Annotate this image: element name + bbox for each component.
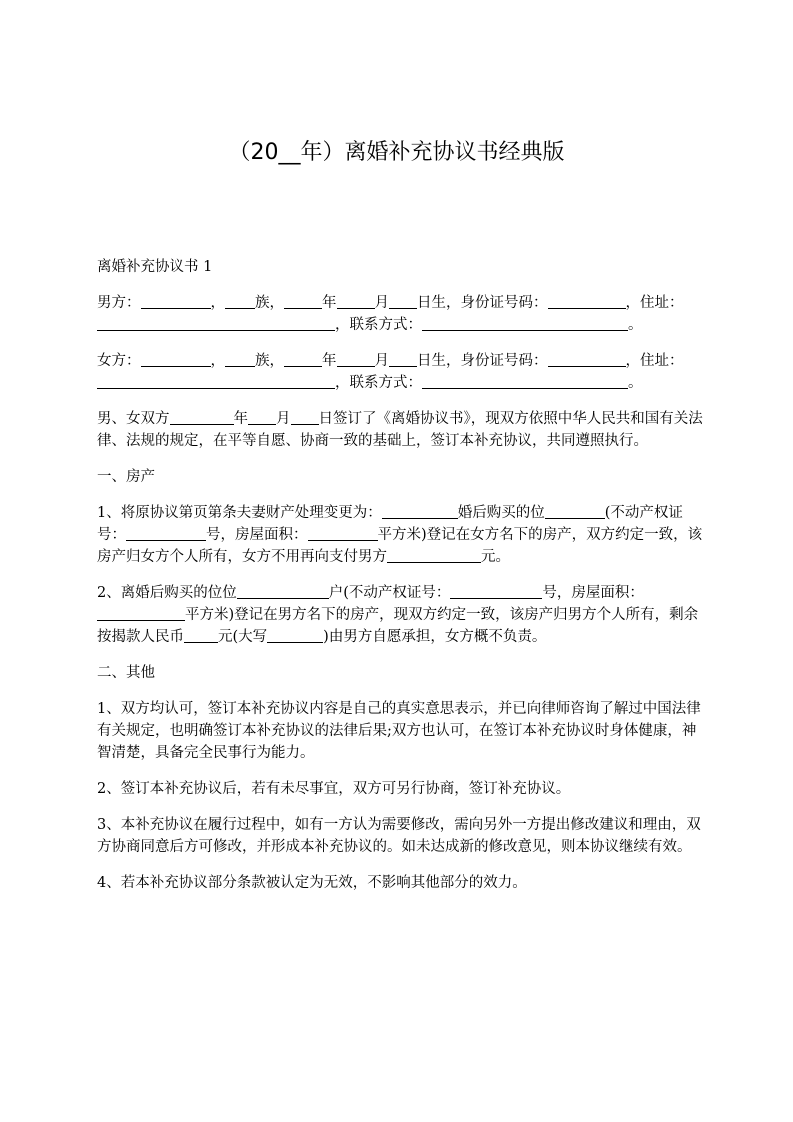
other-item-2: 2、签订本补充协议后，若有未尽事宜，双方可另行协商，签订补充协议。 (97, 781, 571, 797)
other-item-3: 3、本补充协议在履行过程中，如有一方认为需要修改，需向另外一方提出修改建议和理由，双方协商同意后方可修改，并形成本补充协议的。如未达成新的修改意见，则本协议继续有效。 (97, 817, 701, 855)
male-birth-text: 日生，身份证号码： (417, 295, 548, 311)
blank-line (284, 293, 322, 309)
item1-body-text: 平方米)登记在女方名下的房产，双方约定一致，该房产归女方个人所有，女方不用再向支付男方 (97, 527, 703, 565)
preamble-month-text: 月 (276, 411, 291, 427)
blank-line (389, 293, 417, 309)
blank-line (389, 351, 417, 367)
blank-line (387, 547, 481, 563)
female-ethnicity-text: 族， (255, 353, 284, 369)
male-ethnicity-text: 族， (255, 295, 284, 311)
section-heading: 离婚补充协议书 1 (97, 259, 213, 275)
item1-area-text: 号，房屋面积： (206, 527, 308, 543)
blank-line (184, 627, 218, 643)
blank-line (450, 583, 542, 599)
blank-line (225, 351, 255, 367)
blank-line (548, 351, 626, 367)
heading-other: 二、其他 (97, 665, 155, 681)
item1-cert-text: (不动产权证号： (97, 505, 683, 543)
property-item-2 (97, 582, 707, 648)
other-item-4: 4、若本补充协议部分条款被认定为无效，不影响其他部分的效力。 (97, 875, 527, 891)
male-party-paragraph: 男方： ， 族， 年 月 日生，身份证号码： ，住址：，联系方式： 。 (97, 295, 684, 333)
male-address-text: ，住址： (625, 295, 684, 311)
item2-end-text: )由男方自愿承担，女方概不负责。 (323, 629, 547, 645)
female-address-text: ，住址： (625, 353, 684, 369)
male-label: 男方： (97, 295, 141, 311)
female-birth-text: 日生，身份证号码： (417, 353, 548, 369)
male-month-text: 月 (374, 295, 389, 311)
female-end-text: 。 (628, 375, 643, 391)
blank-line (382, 503, 458, 519)
blank-line (545, 503, 605, 519)
item2-body-text: 平方米)登记在男方名下的房产，现双方约定一致，该房产归男方个人所有，剩余按揭款人民币 (97, 607, 699, 645)
blank-line (267, 627, 323, 643)
blank-line (291, 409, 319, 425)
blank-line (422, 373, 628, 389)
blank-line (237, 583, 329, 599)
male-end-text: 。 (628, 317, 643, 333)
item1-text: 1、将原协议第页第条夫妻财产处理变更为： (97, 505, 382, 521)
blank-line (548, 293, 626, 309)
male-contact-text: ，联系方式： (335, 317, 422, 333)
blank-line (141, 351, 211, 367)
blank-line (284, 351, 322, 367)
female-party-paragraph: 女方： ， 族， 年 月 日生，身份证号码： ，住址：，联系方式： 。 (97, 353, 684, 391)
item1-location-text: 婚后购买的位 (457, 505, 545, 521)
blank-line (97, 315, 335, 331)
blank-line (308, 525, 378, 541)
blank-line (225, 293, 255, 309)
blank-line (97, 605, 185, 621)
male-year-text: 年 (322, 295, 337, 311)
blank-line (126, 525, 206, 541)
item2-cert-text: 户(不动产权证号： (328, 585, 451, 601)
female-label: 女方： (97, 353, 141, 369)
document-title: （20__年）离婚补充协议书经典版 (228, 140, 565, 165)
heading-property: 一、房产 (97, 469, 155, 485)
female-contact-text: ，联系方式： (335, 375, 422, 391)
preamble-body-text: 日签订了《离婚协议书》，现双方依照中华人民共和国有关法律、法规的规定，在平等自愿、协商一致的基础上，签订本补充协议，共同遵照执行。 (97, 411, 703, 449)
blank-line (97, 373, 335, 389)
blank-line (337, 351, 375, 367)
preamble-year-text: 年 (233, 411, 248, 427)
preamble-paragraph (97, 408, 707, 452)
female-month-text: 月 (374, 353, 389, 369)
blank-line (170, 409, 234, 425)
item2-text: 2、离婚后购买的位位 (97, 585, 237, 601)
blank-line (337, 293, 375, 309)
item2-area-text: 号，房屋面积： (542, 585, 644, 601)
female-year-text: 年 (322, 353, 337, 369)
blank-line (422, 315, 628, 331)
preamble-text: 男、女双方 (97, 411, 170, 427)
item1-end-text: 元。 (481, 549, 510, 565)
blank-line (248, 409, 276, 425)
blank-line (141, 293, 211, 309)
document-body (97, 256, 707, 908)
other-item-1: 1、双方均认可，签订本补充协议内容是自己的真实意思表示，并已向律师咨询了解过中国法律有关规定，也明确签订本补充协议的法律后果;双方也认可，在签订本补充协议时身体健康，神智清楚，具备完全民事行为能力。 (97, 701, 701, 761)
property-item-1 (97, 502, 707, 568)
item2-amount-text: 元(大写 (218, 629, 268, 645)
